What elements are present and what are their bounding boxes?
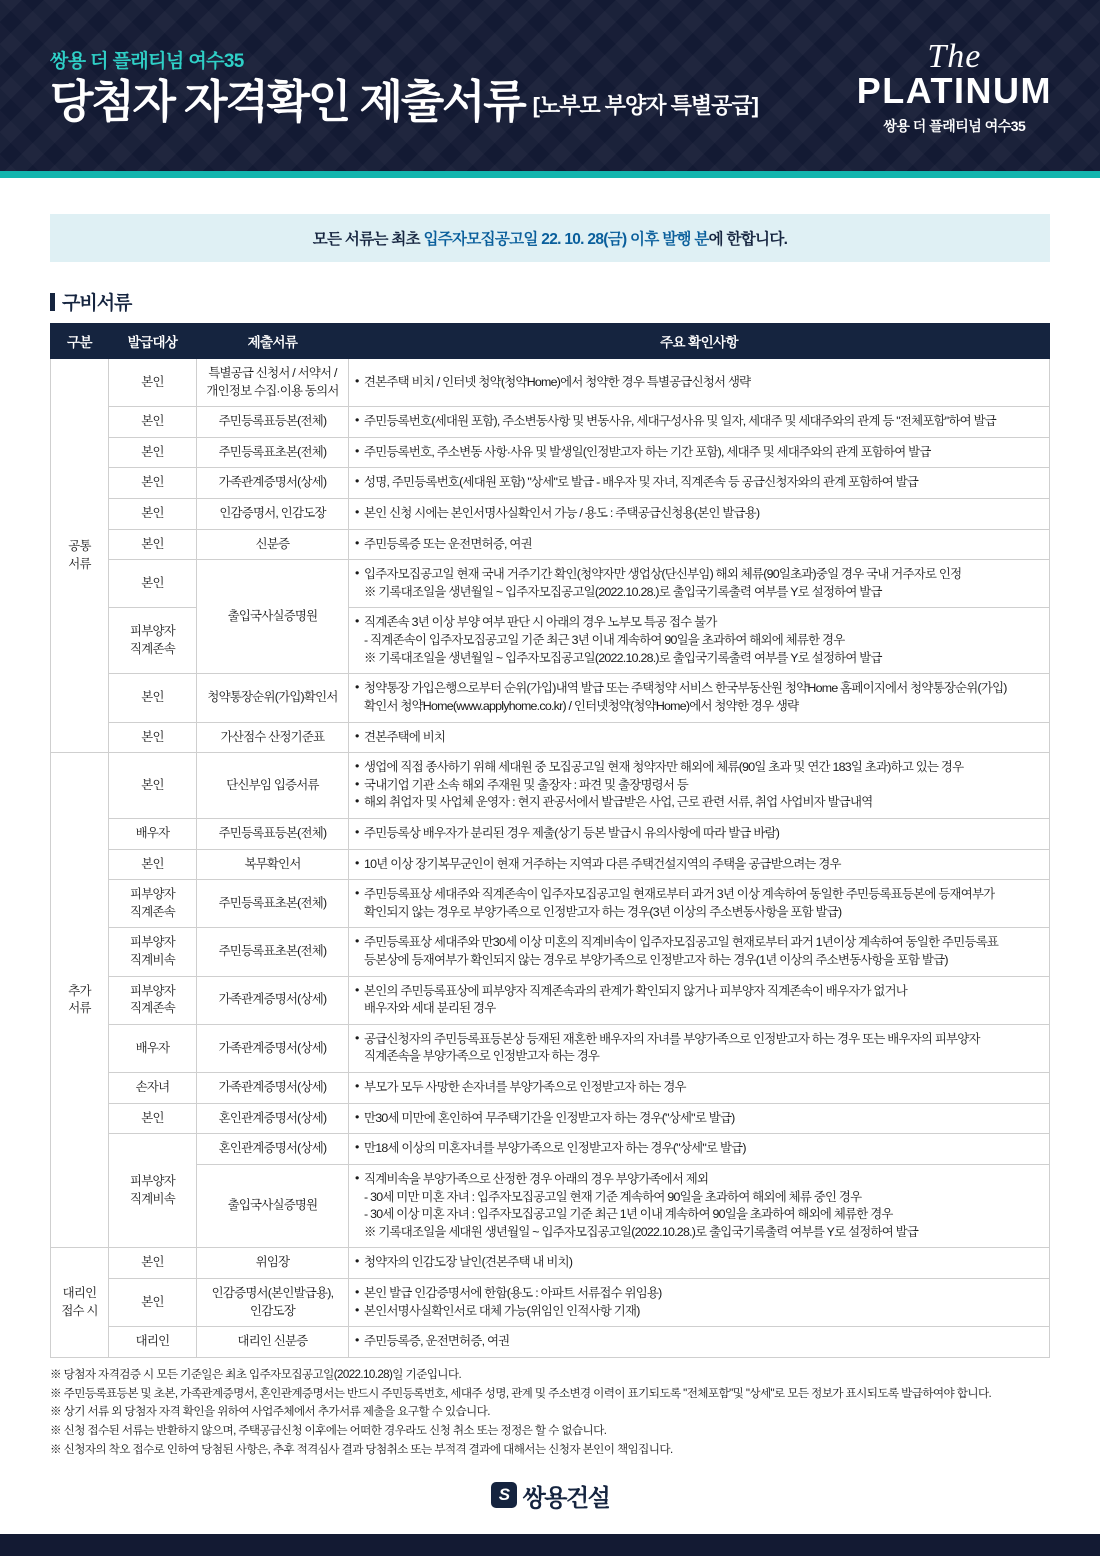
table-row (51, 880, 1050, 928)
row-target: 대리인 (109, 1327, 197, 1358)
row-document: 청약통장순위(가입)확인서 (197, 674, 349, 722)
row-details (349, 499, 1050, 530)
footnote-line: ※ 주민등록표등본 및 초본, 가족관계증명서, 혼인관계증명서는 반드시 주민등록번호, 세대주 성명, 관계 및 주소변경 이력이 표기되도록 "전체포함"및 "상세"로 모든 정보가 표시되도록 발급하여야 합니다. (50, 1386, 992, 1400)
row-details (349, 849, 1050, 880)
row-document: 가족관계증명서(상세) (197, 976, 349, 1024)
detail-item: • 직계비속을 부양가족으로 산정한 경우 아래의 경우 부양가족에서 제외 (355, 1171, 1043, 1189)
detail-item: • 견본주택에 비치 (355, 729, 1043, 747)
row-details (349, 880, 1050, 928)
row-details (349, 437, 1050, 468)
row-group-label: 추가 서류 (51, 753, 109, 1248)
table-row (51, 722, 1050, 753)
company-logo (491, 1478, 610, 1513)
detail-item: • 만18세 이상의 미혼자녀를 부양가족으로 인정받고자 하는 경우("상세"로 발급) (355, 1140, 1043, 1158)
notice-suffix: 에 한합니다. (708, 231, 788, 248)
row-target: 피부양자 직계비속 (109, 1134, 197, 1248)
row-document: 주민등록표초본(전체) (197, 928, 349, 976)
logo-platinum-text: PLATINUM (856, 70, 1052, 111)
row-target: 본인 (109, 1103, 197, 1134)
detail-item: • 본인 발급 인감증명서에 한함(용도 : 아파트 서류접수 위임용) (355, 1285, 1043, 1303)
page-footer (0, 1478, 1100, 1513)
table-row (51, 849, 1050, 880)
row-details (349, 1327, 1050, 1358)
detail-item: • 만30세 미만에 혼인하여 무주택기간을 인정받고자 하는 경우("상세"로 발급) (355, 1110, 1043, 1128)
logo-the-text: The (927, 38, 982, 75)
table-row (51, 437, 1050, 468)
detail-line: ※ 기록대조일을 생년월일 ~ 입주자모집공고일(2022.10.28.)로 출입국기록출력 여부를 Y로 설정하여 발급 (364, 584, 882, 599)
row-target: 본인 (109, 753, 197, 819)
row-details (349, 1248, 1050, 1279)
ssangyong-mark-icon: S (491, 1482, 517, 1508)
table-row (51, 468, 1050, 499)
row-target: 본인 (109, 437, 197, 468)
row-document: 가산점수 산정기준표 (197, 722, 349, 753)
row-details (349, 560, 1050, 608)
table-header-row (51, 324, 1050, 359)
row-document: 주민등록표초본(전체) (197, 880, 349, 928)
logo-subtitle-text: 쌍용 더 플래티넘 여수35 (883, 117, 1026, 134)
row-target: 손자녀 (109, 1073, 197, 1104)
row-target: 배우자 (109, 1024, 197, 1072)
detail-item: • 생업에 직접 종사하기 위해 세대원 중 모집공고일 현재 청약자만 해외에 체류(90일 초과 및 연간 183일 초과)하고 있는 경우 (355, 759, 1043, 777)
detail-line: - 30세 미만 미혼 자녀 : 입주자모집공고일 현재 기준 계속하여 90일을 초과하여 해외에 체류 중인 경우 (364, 1189, 862, 1204)
detail-item: • 본인 신청 시에는 본인서명사실확인서 가능 / 용도 : 주택공급신청용(본인 발급용) (355, 505, 1043, 523)
row-details (349, 608, 1050, 674)
detail-line: 확인되지 않는 경우로 부양가족으로 인정받고자 하는 경우(3년 이상의 주소변동사항을 포함 발급) (364, 904, 842, 919)
detail-item: • 부모가 모두 사망한 손자녀를 부양가족으로 인정받고자 하는 경우 (355, 1079, 1043, 1097)
row-target: 본인 (109, 499, 197, 530)
table-row (51, 1248, 1050, 1279)
notice-prefix: 모든 서류는 최초 (312, 231, 424, 248)
detail-item: • 청약자의 인감도장 날인(견본주택 내 비치) (355, 1254, 1043, 1272)
table-row (51, 359, 1050, 407)
col-header-target: 발급대상 (109, 324, 197, 359)
row-details (349, 928, 1050, 976)
detail-item: • 본인서명사실확인서로 대체 가능(위임인 인적사항 기재) (355, 1303, 1043, 1321)
row-details (349, 753, 1050, 819)
row-target: 본인 (109, 560, 197, 608)
row-details (349, 1278, 1050, 1326)
detail-item: • 본인의 주민등록표상에 피부양자 직계존속과의 관계가 확인되지 않거나 피부양자 직계존속이 배우자가 없거나 (355, 983, 1043, 1001)
row-details (349, 976, 1050, 1024)
row-details (349, 407, 1050, 438)
table-row (51, 818, 1050, 849)
table-row (51, 407, 1050, 438)
detail-item: • 견본주택 비치 / 인터넷 청약(청약Home)에서 청약한 경우 특별공급신청서 생략 (355, 374, 1043, 392)
row-target: 본인 (109, 468, 197, 499)
table-row (51, 499, 1050, 530)
row-target: 피부양자 직계비속 (109, 928, 197, 976)
company-name: 쌍용건설 (522, 1484, 610, 1512)
row-target: 본인 (109, 722, 197, 753)
row-document: 복무확인서 (197, 849, 349, 880)
table-row (51, 529, 1050, 560)
row-target: 본인 (109, 1248, 197, 1279)
detail-item: • 입주자모집공고일 현재 국내 거주기간 확인(청약자만 생업상(단신부임) 해외 체류(90일초과)중일 경우 국내 거주자로 인정 (355, 566, 1043, 584)
table-row (51, 1327, 1050, 1358)
detail-item: • 성명, 주민등록번호(세대원 포함) "상세"로 발급 - 배우자 및 자녀, 직계존속 등 공급신청자와의 관계 포함하여 발급 (355, 474, 1043, 492)
detail-item: • 해외 취업자 및 사업체 운영자 : 현지 관공서에서 발급받은 사업, 근로 관련 서류, 취업 사업비자 발급내역 (355, 794, 1043, 812)
table-row (51, 1103, 1050, 1134)
detail-item: • 청약통장 가입은행으로부터 순위(가입)내역 발급 또는 주택청약 서비스 한국부동산원 청약Home 홈페이지에서 청약통장순위(가입) (355, 680, 1043, 698)
table-row (51, 1164, 1050, 1247)
detail-item: • 공급신청자의 주민등록표등본상 등재된 재혼한 배우자의 자녀를 부양가족으로 인정받고자 하는 경우 또는 배우자의 피부양자 (355, 1031, 1043, 1049)
detail-line: - 30세 이상 미혼 자녀 : 입주자모집공고일 기준 최근 1년 이내 계속하여 90일을 초과하여 해외에 체류한 경우 (364, 1207, 893, 1222)
detail-item: • 국내기업 기관 소속 해외 주재원 및 출장자 : 파견 및 출장명령서 등 (355, 777, 1043, 795)
row-details (349, 359, 1050, 407)
detail-line: 직계존속을 부양가족으로 인정받고자 하는 경우 (364, 1049, 600, 1064)
row-target: 본인 (109, 407, 197, 438)
notice-banner (50, 214, 1050, 262)
row-details (349, 1134, 1050, 1165)
notice-highlight: 입주자모집공고일 22. 10. 28(금) 이후 발행 분 (423, 231, 709, 248)
footnote-line: ※ 신청 접수된 서류는 반환하지 않으며, 주택공급신청 이후에는 어떠한 경우라도 신청 취소 또는 정정은 할 수 없습니다. (50, 1424, 607, 1438)
row-group-label: 공통 서류 (51, 359, 109, 753)
row-document: 출입국사실증명원 (197, 1164, 349, 1247)
row-details (349, 722, 1050, 753)
row-document: 주민등록표등본(전체) (197, 818, 349, 849)
table-row (51, 1134, 1050, 1165)
row-details (349, 818, 1050, 849)
table-row (51, 674, 1050, 722)
row-document: 주민등록표초본(전체) (197, 437, 349, 468)
page-title: 당첨자 자격확인 제출서류 (50, 76, 525, 127)
row-target: 피부양자 직계존속 (109, 976, 197, 1024)
col-header-document: 제출서류 (197, 324, 349, 359)
row-document: 인감증명서(본인발급용), 인감도장 (197, 1278, 349, 1326)
footnote-line: ※ 상기 서류 외 당첨자 자격 확인을 위하여 사업주체에서 추가서류 제출을 요구할 수 있습니다. (50, 1405, 490, 1419)
row-details (349, 468, 1050, 499)
detail-item: • 주민등록상 배우자가 분리된 경우 제출(상기 등본 발급시 유의사항에 따라 발급 바람) (355, 825, 1043, 843)
row-document: 가족관계증명서(상세) (197, 1024, 349, 1072)
detail-item: • 주민등록번호(세대원 포함), 주소변동사항 및 변동사유, 세대구성사유 및 일자, 세대주 및 세대주와의 관계 등 "전체포함"하여 발급 (355, 413, 1043, 431)
row-document: 가족관계증명서(상세) (197, 1073, 349, 1104)
detail-line: 등본상에 등재여부가 확인되지 않는 경우로 부양가족으로 인정받고자 하는 경우(1년 이상의 주소변동사항을 포함 발급) (364, 953, 948, 968)
row-details (349, 1164, 1050, 1247)
header-title-block (50, 46, 758, 127)
row-details (349, 674, 1050, 722)
row-target: 본인 (109, 1278, 197, 1326)
row-target: 피부양자 직계존속 (109, 880, 197, 928)
detail-line: 확인서 청약Home(www.applyhome.co.kr) / 인터넷청약(청약Home)에서 청약한 경우 생략 (364, 698, 799, 713)
detail-line: - 직계존속이 입주자모집공고일 기준 최근 3년 이내 계속하여 90일을 초과하여 해외에 체류한 경우 (364, 633, 845, 648)
detail-item: • 주민등록증 또는 운전면허증, 여권 (355, 536, 1043, 554)
row-group-label: 대리인 접수 시 (51, 1248, 109, 1357)
col-header-details: 주요 확인사항 (349, 324, 1050, 359)
table-row (51, 1278, 1050, 1326)
row-target: 피부양자 직계존속 (109, 608, 197, 674)
detail-item: • 주민등록표상 세대주와 만30세 이상 미혼의 직계비속이 입주자모집공고일 현재로부터 과거 1년이상 계속하여 동일한 주민등록표 (355, 934, 1043, 952)
row-target: 본인 (109, 849, 197, 880)
table-row (51, 1024, 1050, 1072)
title-row (50, 76, 758, 127)
table-row (51, 1073, 1050, 1104)
row-document: 혼인관계증명서(상세) (197, 1103, 349, 1134)
row-document: 신분증 (197, 529, 349, 560)
section-bar-icon (50, 293, 55, 311)
table-head (51, 324, 1050, 359)
row-document: 위임장 (197, 1248, 349, 1279)
table-body (51, 359, 1050, 1358)
platinum-logo (857, 40, 1052, 136)
col-header-group: 구분 (51, 324, 109, 359)
row-target: 본인 (109, 359, 197, 407)
brand-name: 쌍용 더 플래티넘 여수35 (50, 51, 244, 72)
row-document: 출입국사실증명원 (197, 560, 349, 674)
detail-item: • 주민등록표상 세대주와 직계존속이 입주자모집공고일 현재로부터 과거 3년 이상 계속하여 동일한 주민등록표등본에 등재여부가 (355, 886, 1043, 904)
row-document: 대리인 신분증 (197, 1327, 349, 1358)
detail-item: • 10년 이상 장기복무군인이 현재 거주하는 지역과 다른 주택건설지역의 주택을 공급받으려는 경우 (355, 856, 1043, 874)
detail-line: ※ 기록대조일을 생년월일 ~ 입주자모집공고일(2022.10.28.)로 출입국기록출력 여부를 Y로 설정하여 발급 (364, 650, 882, 665)
detail-line: ※ 기록대조일을 세대원 생년월일 ~ 입주자모집공고일(2022.10.28.)로 출입국기록출력 여부를 Y로 설정하여 발급 (364, 1224, 919, 1239)
row-details (349, 1073, 1050, 1104)
bottom-bar (0, 1534, 1100, 1556)
section-heading-label: 구비서류 (62, 293, 132, 314)
table-row (51, 976, 1050, 1024)
page-subtitle: [노부모 부양자 특별공급] (532, 93, 758, 118)
row-document: 특별공급 신청서 / 서약서 / 개인정보 수집·이용 동의서 (197, 359, 349, 407)
page-header (0, 0, 1100, 178)
footnotes (50, 1366, 1050, 1460)
row-document: 혼인관계증명서(상세) (197, 1134, 349, 1165)
table-row (51, 560, 1050, 608)
row-details (349, 1024, 1050, 1072)
table-row (51, 753, 1050, 819)
section-heading (50, 288, 1100, 315)
row-target: 배우자 (109, 818, 197, 849)
detail-item: • 직계존속 3년 이상 부양 여부 판단 시 아래의 경우 노부모 특공 접수 불가 (355, 614, 1043, 632)
row-details (349, 1103, 1050, 1134)
table-row (51, 928, 1050, 976)
detail-item: • 주민등록번호, 주소변동 사항·사유 및 발생일(인정받고자 하는 기간 포함), 세대주 및 세대주와의 관계 포함하여 발급 (355, 444, 1043, 462)
row-details (349, 529, 1050, 560)
footnote-line: ※ 신청자의 착오 접수로 인하여 당첨된 사항은, 추후 적격심사 결과 당첨취소 또는 부적격 결과에 대해서는 신청자 본인이 책임집니다. (50, 1442, 673, 1456)
row-target: 본인 (109, 674, 197, 722)
row-document: 단신부임 입증서류 (197, 753, 349, 819)
documents-table (50, 323, 1050, 1358)
detail-line: 배우자와 세대 분리된 경우 (364, 1001, 496, 1016)
row-document: 주민등록표등본(전체) (197, 407, 349, 438)
row-target: 본인 (109, 529, 197, 560)
row-document: 가족관계증명서(상세) (197, 468, 349, 499)
footnote-line: ※ 당첨자 자격검증 시 모든 기준일은 최초 입주자모집공고일(2022.10.28)일 기준입니다. (50, 1367, 462, 1381)
detail-item: • 주민등록증, 운전면허증, 여권 (355, 1333, 1043, 1351)
row-document: 인감증명서, 인감도장 (197, 499, 349, 530)
